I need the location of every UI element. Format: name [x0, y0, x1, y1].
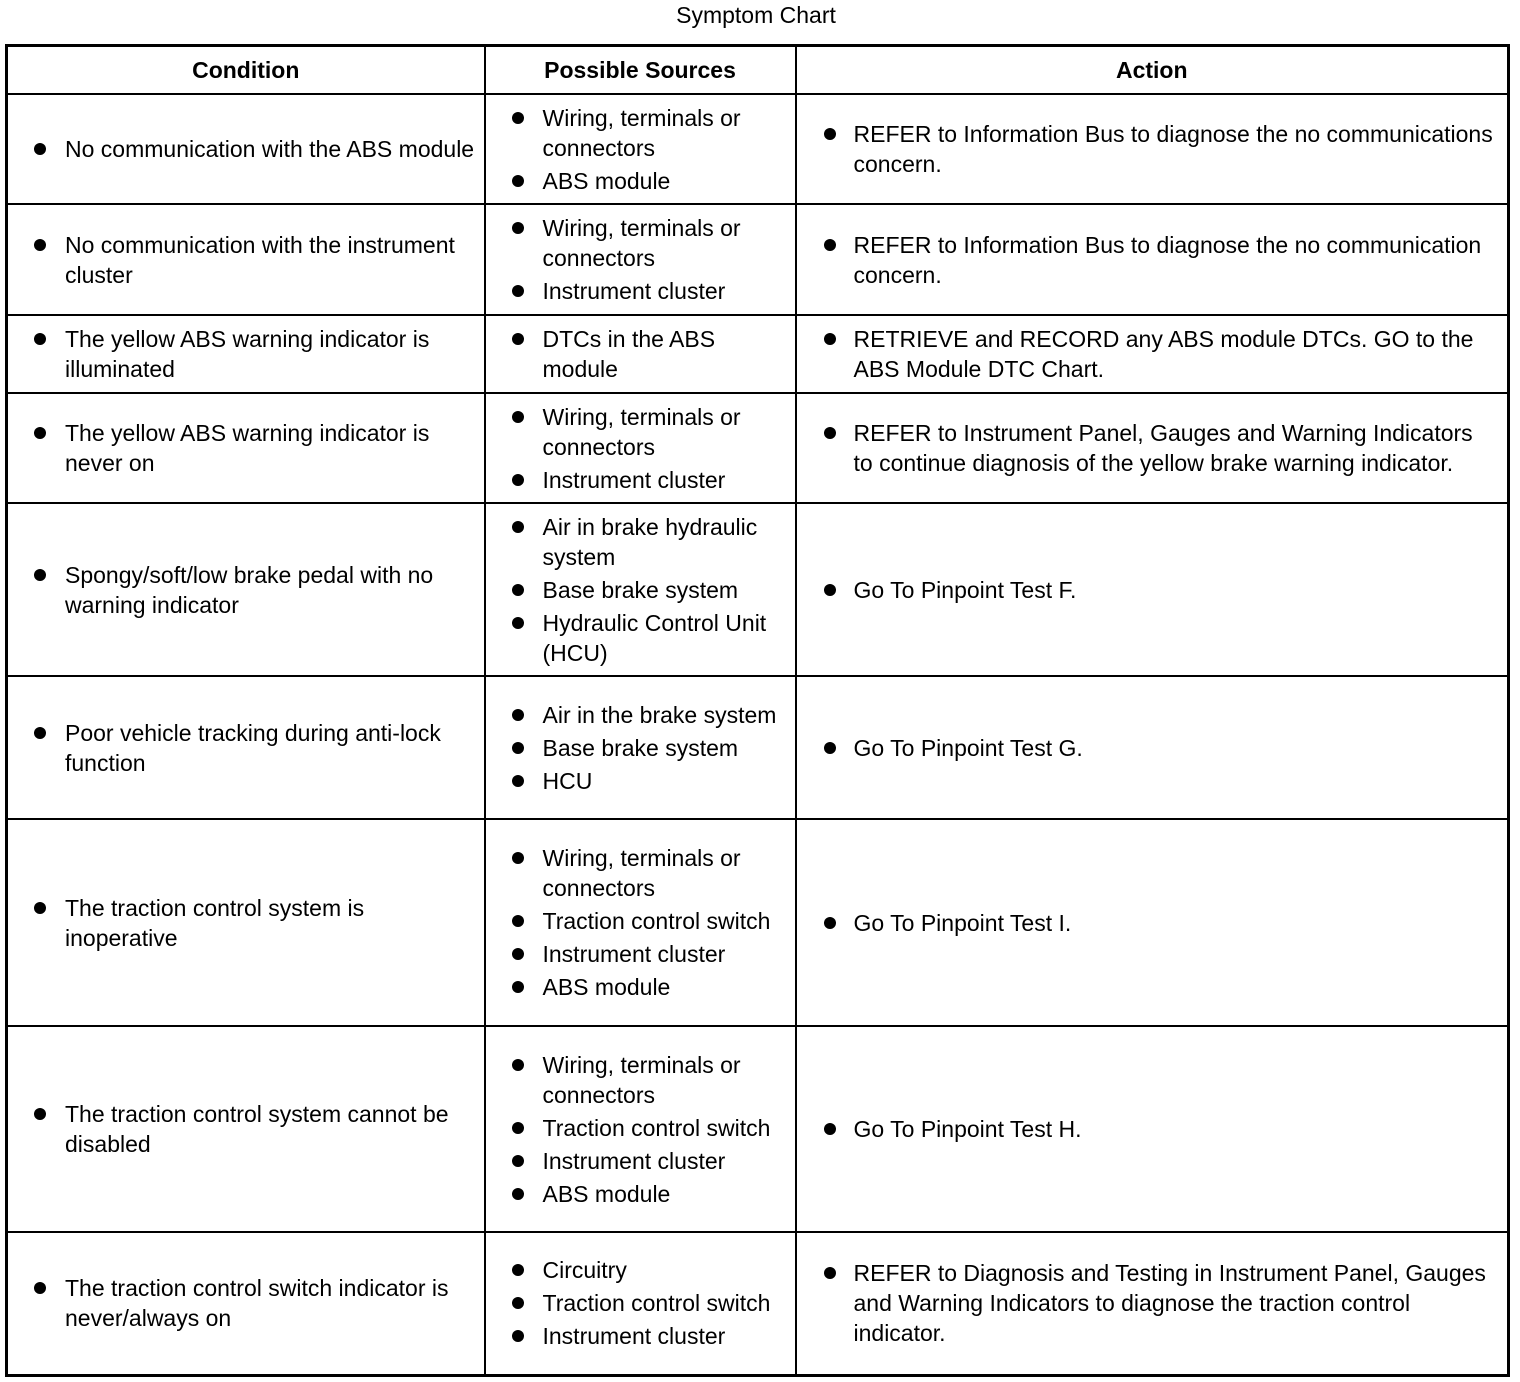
- symptom-table: [5, 44, 1510, 1377]
- bullet-icon: [512, 948, 524, 960]
- bullet-icon: [824, 427, 836, 439]
- bullet-icon: [512, 285, 524, 297]
- action-item-text: Go To Pinpoint Test H.: [853, 1116, 1082, 1142]
- action-item: [797, 733, 1508, 763]
- bullet-icon: [512, 617, 524, 629]
- bullet-icon: [512, 112, 524, 124]
- condition-item: [8, 1273, 484, 1333]
- bullet-icon: [512, 1188, 524, 1200]
- bullet-icon: [824, 1267, 836, 1279]
- source-item-text: Air in the brake system: [542, 701, 777, 728]
- bullet-icon: [512, 1155, 524, 1167]
- condition-item: [8, 560, 484, 620]
- action-cell: [796, 393, 1509, 503]
- condition-item: [8, 324, 484, 384]
- condition-item-text: Spongy/soft/low brake pedal with no warning indicator: [65, 561, 434, 618]
- condition-item-text: The yellow ABS warning indicator is illuminated: [65, 326, 430, 382]
- source-item: [486, 166, 795, 196]
- condition-cell: [7, 393, 485, 503]
- sources-column-header: Possible Sources: [485, 46, 796, 95]
- action-item-text: REFER to Instrument Panel, Gauges and Warning Indicators to continue diagnosis of the yellow brake warning indicator.: [853, 420, 1473, 476]
- condition-item: [8, 893, 484, 953]
- table-row: [7, 819, 1509, 1026]
- bullet-icon: [512, 411, 524, 423]
- bullet-list: [8, 134, 484, 164]
- bullet-icon: [34, 569, 46, 581]
- action-item: [797, 230, 1508, 290]
- bullet-list: [486, 1050, 795, 1209]
- bullet-icon: [512, 222, 524, 234]
- condition-item: [8, 134, 484, 164]
- bullet-list: [486, 324, 795, 384]
- source-item-text: HCU: [542, 767, 593, 794]
- source-item-text: Air in brake hydraulic system: [542, 513, 758, 570]
- source-item: [486, 103, 795, 163]
- bullet-icon: [512, 175, 524, 187]
- condition-item-text: No communication with the instrument cluster: [65, 231, 455, 288]
- sources-cell: [485, 204, 796, 315]
- source-item: [486, 1321, 795, 1351]
- bullet-list: [797, 575, 1508, 605]
- bullet-icon: [34, 427, 46, 439]
- source-item-text: Circuitry: [542, 1257, 627, 1284]
- bullet-icon: [512, 709, 524, 721]
- source-item-text: Instrument cluster: [542, 941, 726, 967]
- table-row: [7, 393, 1509, 503]
- bullet-list: [486, 213, 795, 306]
- source-item-text: Instrument cluster: [542, 1323, 726, 1350]
- sources-cell: [485, 819, 796, 1026]
- bullet-icon: [512, 521, 524, 533]
- bullet-icon: [824, 333, 836, 345]
- bullet-icon: [512, 1297, 524, 1309]
- bullet-list: [8, 718, 484, 778]
- bullet-list: [486, 402, 795, 495]
- source-item: [486, 1179, 795, 1209]
- condition-cell: [7, 819, 485, 1026]
- bullet-icon: [512, 1059, 524, 1071]
- condition-column-header: Condition: [7, 46, 485, 95]
- source-item: [486, 575, 795, 605]
- action-cell: [796, 1232, 1509, 1375]
- source-item: [486, 700, 795, 730]
- action-cell: [796, 94, 1509, 204]
- bullet-icon: [512, 775, 524, 787]
- bullet-icon: [512, 1122, 524, 1134]
- source-item: [486, 1050, 795, 1110]
- source-item-text: Traction control switch: [542, 1290, 771, 1317]
- action-cell: [796, 819, 1509, 1026]
- source-item-text: Base brake system: [542, 734, 739, 761]
- condition-cell: [7, 1232, 485, 1375]
- action-item: [797, 1258, 1508, 1348]
- action-cell: [796, 503, 1509, 676]
- action-item: [797, 575, 1508, 605]
- action-column-header: Action: [796, 46, 1509, 95]
- bullet-list: [797, 119, 1508, 179]
- bullet-list: [486, 700, 795, 796]
- bullet-icon: [824, 584, 836, 596]
- source-item: [486, 972, 795, 1002]
- source-item-text: ABS module: [542, 1180, 671, 1207]
- sources-cell: [485, 676, 796, 819]
- condition-cell: [7, 1026, 485, 1232]
- source-item-text: Instrument cluster: [542, 466, 726, 493]
- sources-cell: [485, 94, 796, 204]
- action-item-text: Go To Pinpoint Test G.: [853, 734, 1083, 761]
- source-item: [486, 1113, 795, 1143]
- sources-cell: [485, 1232, 796, 1375]
- action-item-text: REFER to Diagnosis and Testing in Instrument Panel, Gauges and Warning Indicators to diagnose the traction control indicator.: [853, 1260, 1486, 1347]
- action-cell: [796, 676, 1509, 819]
- bullet-icon: [824, 742, 836, 754]
- bullet-list: [797, 418, 1508, 478]
- bullet-icon: [512, 981, 524, 993]
- source-item-text: Wiring, terminals or connectors: [542, 104, 741, 161]
- bullet-icon: [512, 742, 524, 754]
- action-cell: [796, 315, 1509, 393]
- action-item-text: RETRIEVE and RECORD any ABS module DTCs. GO to the ABS Module DTC Chart.: [853, 326, 1474, 382]
- sources-cell: [485, 503, 796, 676]
- bullet-icon: [512, 1264, 524, 1276]
- table-row: [7, 1232, 1509, 1375]
- condition-item-text: No communication with the ABS module: [65, 136, 475, 162]
- bullet-icon: [512, 915, 524, 927]
- condition-cell: [7, 315, 485, 393]
- bullet-icon: [512, 1330, 524, 1342]
- source-item-text: Wiring, terminals or connectors: [542, 215, 741, 271]
- source-item: [486, 1255, 795, 1285]
- bullet-icon: [34, 1282, 46, 1294]
- bullet-list: [486, 1255, 795, 1351]
- action-item: [797, 908, 1508, 938]
- source-item: [486, 512, 795, 572]
- bullet-list: [797, 1258, 1508, 1348]
- condition-cell: [7, 676, 485, 819]
- action-item-text: REFER to Information Bus to diagnose the no communications concern.: [853, 121, 1493, 177]
- bullet-list: [797, 1114, 1508, 1144]
- condition-item-text: The yellow ABS warning indicator is never on: [65, 420, 430, 476]
- header-row: [7, 46, 1509, 95]
- condition-item-text: The traction control switch indicator is never/always on: [65, 1275, 449, 1332]
- bullet-list: [8, 418, 484, 478]
- bullet-list: [797, 733, 1508, 763]
- source-item: [486, 608, 795, 668]
- source-item: [486, 213, 795, 273]
- bullet-list: [8, 230, 484, 290]
- action-cell: [796, 204, 1509, 315]
- bullet-list: [8, 560, 484, 620]
- action-item-text: Go To Pinpoint Test I.: [853, 909, 1072, 936]
- condition-cell: [7, 94, 485, 204]
- action-cell: [796, 1026, 1509, 1232]
- bullet-list: [486, 103, 795, 196]
- action-item: [797, 324, 1508, 384]
- bullet-icon: [824, 128, 836, 140]
- source-item-text: Instrument cluster: [542, 278, 726, 304]
- source-item-text: DTCs in the ABS module: [542, 326, 716, 382]
- bullet-list: [8, 1099, 484, 1159]
- source-item-text: Traction control switch: [542, 908, 771, 934]
- sources-cell: [485, 1026, 796, 1232]
- source-item-text: Wiring, terminals or connectors: [542, 845, 741, 901]
- source-item-text: Instrument cluster: [542, 1147, 726, 1174]
- bullet-icon: [512, 333, 524, 345]
- table-row: [7, 1026, 1509, 1232]
- chart-title: Symptom Chart: [676, 2, 836, 28]
- sources-cell: [485, 393, 796, 503]
- condition-cell: [7, 204, 485, 315]
- source-item-text: Base brake system: [542, 576, 739, 603]
- action-item-text: Go To Pinpoint Test F.: [853, 576, 1077, 603]
- action-item: [797, 418, 1508, 478]
- source-item: [486, 843, 795, 903]
- action-item: [797, 119, 1508, 179]
- source-item: [486, 766, 795, 796]
- bullet-list: [8, 1273, 484, 1333]
- source-item: [486, 906, 795, 936]
- source-item: [486, 324, 795, 384]
- source-item-text: Wiring, terminals or connectors: [542, 403, 741, 460]
- bullet-icon: [824, 1123, 836, 1135]
- bullet-list: [486, 843, 795, 1002]
- table-row: [7, 204, 1509, 315]
- bullet-icon: [512, 474, 524, 486]
- source-item: [486, 1146, 795, 1176]
- bullet-icon: [824, 917, 836, 929]
- source-item: [486, 465, 795, 495]
- source-item-text: Wiring, terminals or connectors: [542, 1051, 741, 1108]
- condition-cell: [7, 503, 485, 676]
- condition-item-text: Poor vehicle tracking during anti-lock function: [65, 719, 441, 776]
- source-item-text: Hydraulic Control Unit (HCU): [542, 609, 767, 666]
- bullet-list: [797, 908, 1508, 938]
- sources-cell: [485, 315, 796, 393]
- condition-item: [8, 1099, 484, 1159]
- bullet-icon: [34, 1108, 46, 1120]
- source-item-text: ABS module: [542, 974, 671, 1000]
- condition-item-text: The traction control system cannot be disabled: [65, 1101, 449, 1157]
- bullet-list: [797, 324, 1508, 384]
- table-row: [7, 94, 1509, 204]
- source-item: [486, 276, 795, 306]
- bullet-icon: [34, 239, 46, 251]
- source-item-text: ABS module: [542, 167, 671, 194]
- source-item: [486, 1288, 795, 1318]
- condition-item: [8, 230, 484, 290]
- bullet-list: [797, 230, 1508, 290]
- source-item: [486, 402, 795, 462]
- source-item: [486, 733, 795, 763]
- bullet-list: [486, 512, 795, 668]
- bullet-icon: [34, 333, 46, 345]
- bullet-icon: [34, 902, 46, 914]
- table-row: [7, 503, 1509, 676]
- table-row: [7, 676, 1509, 819]
- bullet-icon: [512, 584, 524, 596]
- source-item: [486, 939, 795, 969]
- source-item-text: Traction control switch: [542, 1114, 771, 1141]
- condition-item: [8, 718, 484, 778]
- action-item: [797, 1114, 1508, 1144]
- bullet-list: [8, 893, 484, 953]
- bullet-icon: [512, 852, 524, 864]
- action-item-text: REFER to Information Bus to diagnose the no communication concern.: [853, 231, 1482, 288]
- condition-item: [8, 418, 484, 478]
- condition-item-text: The traction control system is inoperative: [65, 894, 365, 951]
- bullet-icon: [34, 143, 46, 155]
- table-row: [7, 315, 1509, 393]
- bullet-icon: [34, 727, 46, 739]
- bullet-list: [8, 324, 484, 384]
- bullet-icon: [824, 239, 836, 251]
